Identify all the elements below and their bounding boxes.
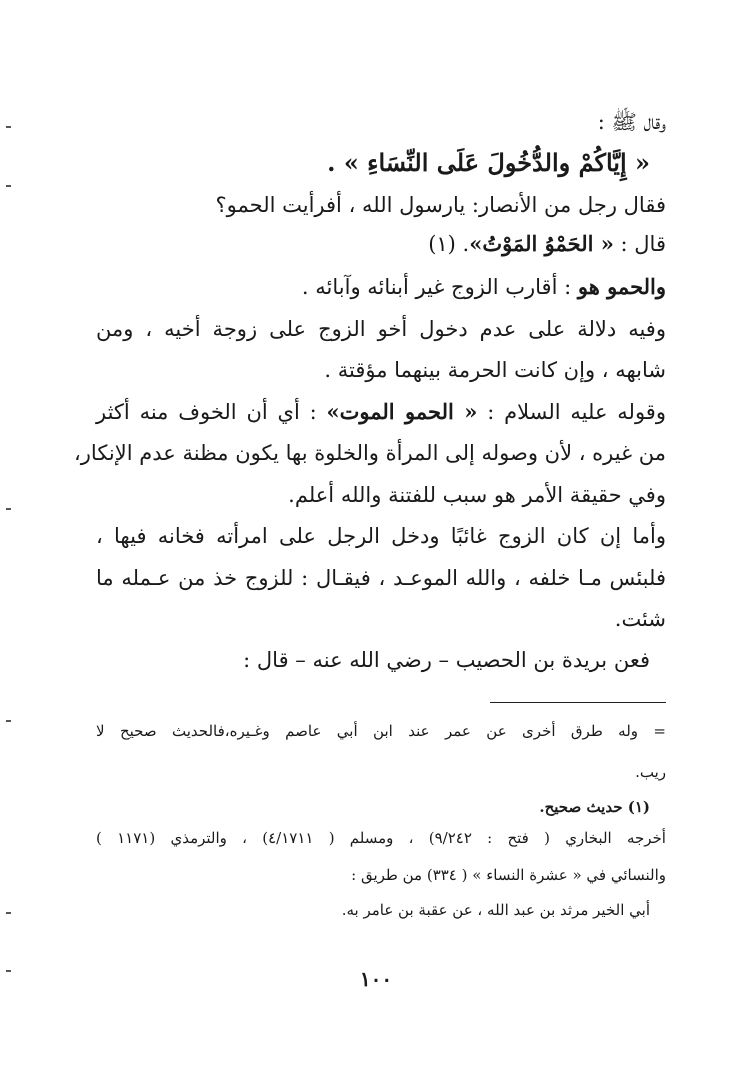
text-line-10	[96, 480, 666, 510]
footnote-heading	[96, 795, 650, 819]
line-text: وأما إن كان الزوج غائبًا ودخل الرجل على امرأته فخانه فيها ،	[96, 524, 666, 548]
line-text: فقال رجل من الأنصار: يارسول الله ، أفرأيت الحمو؟	[215, 193, 666, 217]
line-text: قال :	[613, 232, 666, 256]
scan-mark	[6, 126, 11, 128]
text-line-9	[74, 438, 666, 468]
line-text: : أقارب الزوج غير أبنائه وآبائه .	[301, 275, 578, 299]
line-text: من غيره ، لأن وصوله إلى المرأة والخلوة بها يكون مظنة عدم الإنكار،	[74, 441, 666, 465]
footnote-ref: . (١)	[428, 232, 470, 256]
scan-mark	[6, 508, 11, 510]
hadith-quote-line	[96, 148, 650, 178]
hadith-quote: « الحَمْوُ المَوْتُ»	[469, 231, 614, 256]
line-text: وفيه دلالة على عدم دخول أخو الزوج على زوجة أخيه ، ومن	[96, 317, 666, 341]
text-line-11	[96, 521, 666, 551]
text-line-6	[96, 314, 666, 344]
hadith-quote: « إِيَّاكُمْ والدُّخُولَ عَلَى النِّسَاءِ » .	[327, 148, 650, 177]
text-line-1	[96, 107, 666, 137]
definition-term: والحمو هو	[577, 274, 666, 299]
footnote-text: = وله طرق أخرى عن عمر عند ابن أبي عاصم وغـيره،فالحديث صحيح لا	[96, 722, 666, 740]
line-text: وفي حقيقة الأمر هو سبب للفتنة والله أعلم.	[288, 483, 666, 507]
line-text: وقوله عليه السلام :	[477, 400, 666, 424]
footnote-text: أبي الخير مرثد بن عبد الله ، عن عقبة بن عامر به.	[341, 901, 650, 919]
line-text: فعن بريدة بن الحصيب – رضي الله عنه – قال :	[243, 648, 650, 672]
line-text: فلبئس مـا خلفه ، والله الموعـد ، فيقـال : للزوج خذ من عـمله ما	[96, 566, 666, 590]
scan-mark	[6, 970, 11, 972]
footnote-line-5	[96, 863, 666, 887]
scan-mark	[6, 720, 11, 722]
footnote-line-1	[96, 719, 666, 743]
text-line-7	[96, 355, 666, 385]
line-text: : أي أن الخوف منه أكثر	[96, 400, 327, 424]
page-number: ١٠٠	[359, 967, 393, 991]
text-line-3	[96, 190, 666, 220]
footnote-line-6	[96, 898, 650, 922]
footnote-separator	[490, 702, 666, 703]
line-text: شابهه ، وإن كانت الحرمة بينهما مؤقتة .	[324, 358, 666, 382]
footnote-text: والنسائي في « عشرة النساء » ( ٣٣٤) من طريق :	[351, 866, 666, 884]
scan-mark	[6, 185, 11, 187]
scan-mark	[6, 912, 11, 914]
footnote-text: أخرجه البخاري ( فتح : ٩/٢٤٢) ، ومسلم ( ٤/١٧١١) ، والترمذي (١١٧١ )	[96, 829, 666, 847]
text-line-5	[96, 272, 666, 302]
footnote-title: (١) حديث صحيح.	[539, 798, 650, 816]
hadith-quote: « الحمو الموت»	[326, 399, 478, 424]
footnote-line-2	[96, 760, 666, 784]
line-text: وقال ﷺ :	[597, 110, 666, 134]
text-line-8	[96, 397, 666, 427]
text-line-13	[96, 604, 666, 634]
line-text: شئت.	[614, 607, 666, 631]
text-line-14	[96, 645, 650, 675]
text-line-12	[96, 563, 666, 593]
footnote-line-4	[96, 826, 666, 850]
text-line-4	[96, 229, 666, 259]
footnote-text: ريب.	[635, 763, 666, 781]
